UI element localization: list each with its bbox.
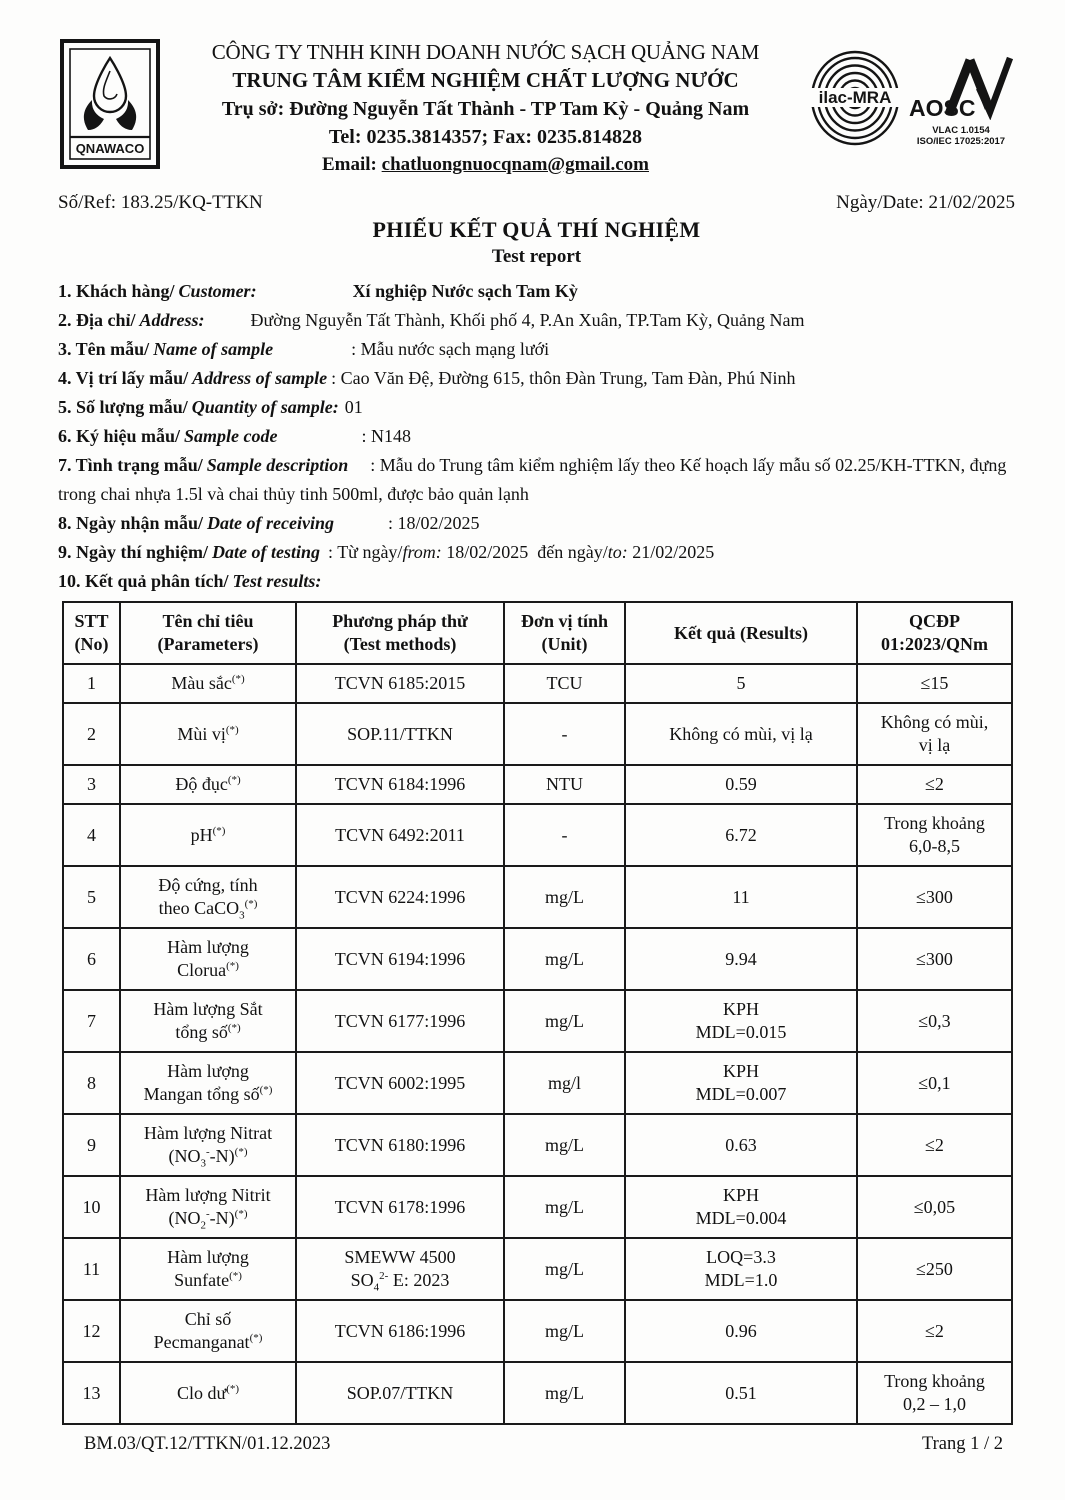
cell-parameter: Hàm lượng Clorua(*) — [120, 928, 296, 990]
cell-limit: Trong khoảng 0,2 – 1,0 — [857, 1362, 1012, 1424]
header-limit: QCĐP 01:2023/QNm — [857, 602, 1012, 664]
table-row — [63, 1176, 1012, 1238]
company-telfax: Tel: 0235.3814357; Fax: 0235.814828 — [328, 126, 643, 148]
table-row — [63, 703, 1012, 765]
cell-limit: ≤2 — [857, 1300, 1012, 1362]
field-value: : Từ ngày/from: 18/02/2025 đến ngày/to: 21/02/2025 — [328, 542, 715, 562]
form-code: BM.03/QT.12/TTKN/01.12.2023 — [84, 1434, 331, 1454]
vlac-code: VLAC 1.0154 — [932, 125, 990, 136]
cell-limit: ≤0,3 — [857, 990, 1012, 1052]
field-value: 01 — [344, 397, 363, 417]
cell-method: SOP.07/TTKN — [296, 1362, 504, 1424]
ref-value: 183.25/KQ-TTKN — [120, 192, 263, 213]
cell-method: TCVN 6492:2011 — [296, 804, 504, 866]
table-row — [63, 1238, 1012, 1300]
cell-parameter: Độ cứng, tính theo CaCO$_3$(*) — [120, 866, 296, 928]
cell-parameter: Hàm lượng Nitrit $(NO_2^--N)^{(*)}$ — [120, 1176, 296, 1238]
cell-limit: Trong khoảng 6,0-8,5 — [857, 804, 1012, 866]
report-title-vi: PHIẾU KẾT QUẢ THÍ NGHIỆM — [372, 217, 701, 242]
field-sample-description — [58, 451, 1015, 509]
cell-parameter: pH(*) — [120, 804, 296, 866]
cell-no: 8 — [63, 1052, 120, 1114]
field-label-vi: 6. Ký hiệu mẫu/ — [58, 426, 181, 446]
field-value: Xí nghiệp Nước sạch Tam Kỳ — [352, 281, 578, 301]
table-row — [63, 928, 1012, 990]
email-label: Email: — [322, 154, 377, 175]
cell-method: SOP.11/TTKN — [296, 703, 504, 765]
cell-result: 9.94 — [625, 928, 857, 990]
cell-parameter: Hàm lượng Sunfate(*) — [120, 1238, 296, 1300]
cell-parameter: Clo dư(*) — [120, 1362, 296, 1424]
field-label-en: Name of sample — [153, 339, 274, 359]
cell-result: 0.59 — [625, 765, 857, 804]
field-value: : Mẫu do Trung tâm kiểm nghiệm lấy theo Kế hoạch lấy mẫu số 02.25/KH-TTKN, đựng trong chai nhựa 1.5l và chai thủy tinh 500ml, được bảo quản lạnh — [58, 455, 1007, 504]
field-label-en: Date of testing — [212, 542, 321, 562]
cell-result: 6.72 — [625, 804, 857, 866]
results-table — [62, 601, 1013, 1425]
cell-unit: - — [504, 703, 625, 765]
field-sample-name — [58, 335, 1015, 364]
cell-limit: ≤250 — [857, 1238, 1012, 1300]
field-test-results — [58, 567, 1015, 596]
field-label-vi: 7. Tình trạng mẫu/ — [58, 455, 203, 475]
qnawaco-logo — [58, 38, 162, 175]
table-row — [63, 765, 1012, 804]
cell-parameter: Hàm lượng Sắt tổng số(*) — [120, 990, 296, 1052]
field-label-en: Test results: — [232, 571, 322, 591]
cell-limit: ≤0,05 — [857, 1176, 1012, 1238]
ref-date-row — [58, 192, 1015, 214]
field-label-vi: 8. Ngày nhận mẫu/ — [58, 513, 204, 533]
field-value: : Mẫu nước sạch mạng lưới — [351, 339, 550, 359]
cell-parameter: Mùi vị(*) — [120, 703, 296, 765]
field-label-vi: 10. Kết quả phân tích/ — [58, 571, 229, 591]
field-label-vi: 2. Địa chỉ/ — [58, 310, 136, 330]
date-label: Ngày/Date: — [836, 192, 924, 213]
field-sample-address — [58, 364, 1015, 393]
cell-method: TCVN 6224:1996 — [296, 866, 504, 928]
cell-no: 3 — [63, 765, 120, 804]
cell-no: 12 — [63, 1300, 120, 1362]
cell-method: TCVN 6180:1996 — [296, 1114, 504, 1176]
accreditation-logos — [809, 38, 1015, 147]
date-value: 21/02/2025 — [928, 192, 1015, 213]
cell-no: 13 — [63, 1362, 120, 1424]
cell-result: 0.63 — [625, 1114, 857, 1176]
cell-limit: ≤2 — [857, 1114, 1012, 1176]
table-row — [63, 664, 1012, 703]
cell-unit: mg/l — [504, 1052, 625, 1114]
table-row — [63, 1362, 1012, 1424]
field-label-en: Address of sample — [192, 368, 328, 388]
cell-unit: mg/L — [504, 1362, 625, 1424]
qnawaco-logo-icon — [58, 38, 162, 170]
iso-code: ISO/IEC 17025:2017 — [916, 136, 1006, 147]
field-value: Đường Nguyễn Tất Thành, Khối phố 4, P.An Xuân, TP.Tam Kỳ, Quảng Nam — [250, 310, 805, 330]
ilac-mra-icon — [809, 50, 901, 146]
aosc-logo — [909, 50, 1013, 147]
header-result: Kết quả (Results) — [625, 602, 857, 664]
field-value: : N148 — [361, 426, 412, 446]
field-date-receiving — [58, 509, 1015, 538]
cell-method: SMEWW 4500 $SO_4^{2-}$ E: 2023 — [296, 1238, 504, 1300]
cell-parameter: Hàm lượng Nitrat $(NO_3^--N)^{(*)}$ — [120, 1114, 296, 1176]
cell-result: KPH MDL=0.007 — [625, 1052, 857, 1114]
cell-method: TCVN 6186:1996 — [296, 1300, 504, 1362]
cell-method: TCVN 6185:2015 — [296, 664, 504, 703]
field-value: : Cao Văn Đệ, Đường 615, thôn Đàn Trung, Tam Đàn, Phú Ninh — [331, 368, 796, 388]
company-block — [162, 38, 809, 176]
table-row — [63, 1300, 1012, 1362]
cell-no: 1 — [63, 664, 120, 703]
cell-result: Không có mùi, vị lạ — [625, 703, 857, 765]
field-sample-code — [58, 422, 1015, 451]
cell-no: 10 — [63, 1176, 120, 1238]
cell-unit: mg/L — [504, 866, 625, 928]
company-email-line — [164, 154, 807, 176]
field-label-en: Customer: — [178, 281, 257, 301]
field-label-vi: 1. Khách hàng/ — [58, 281, 175, 301]
table-row — [63, 804, 1012, 866]
cell-parameter: Chỉ số Pecmanganat(*) — [120, 1300, 296, 1362]
cell-unit: mg/L — [504, 1114, 625, 1176]
cell-result: 0.96 — [625, 1300, 857, 1362]
document-header — [58, 38, 1015, 176]
sample-info — [58, 277, 1015, 596]
cell-limit: ≤15 — [857, 664, 1012, 703]
field-address — [58, 306, 1015, 335]
cell-method: TCVN 6178:1996 — [296, 1176, 504, 1238]
cell-result: KPH MDL=0.004 — [625, 1176, 857, 1238]
table-row — [63, 990, 1012, 1052]
center-name: TRUNG TÂM KIỂM NGHIỆM CHẤT LƯỢNG NƯỚC — [232, 68, 739, 92]
cell-unit: mg/L — [504, 1176, 625, 1238]
cell-unit: mg/L — [504, 1300, 625, 1362]
ref-number — [58, 192, 263, 214]
field-label-vi: 9. Ngày thí nghiệm/ — [58, 542, 209, 562]
cell-parameter: Độ đục(*) — [120, 765, 296, 804]
cell-method: TCVN 6194:1996 — [296, 928, 504, 990]
cell-method: TCVN 6002:1995 — [296, 1052, 504, 1114]
cell-unit: mg/L — [504, 1238, 625, 1300]
email-link[interactable]: chatluongnuocqnam@gmail.com — [381, 154, 649, 175]
header-parameter: Tên chỉ tiêu (Parameters) — [120, 602, 296, 664]
field-label-vi: 5. Số lượng mẫu/ — [58, 397, 188, 417]
cell-unit: NTU — [504, 765, 625, 804]
field-label-vi: 4. Vị trí lấy mẫu/ — [58, 368, 189, 388]
aosc-mountain-icon — [909, 50, 1013, 120]
cell-no: 5 — [63, 866, 120, 928]
header-method: Phương pháp thử (Test methods) — [296, 602, 504, 664]
table-row — [63, 1052, 1012, 1114]
page-footer — [58, 1434, 1015, 1455]
cell-no: 11 — [63, 1238, 120, 1300]
cell-unit: TCU — [504, 664, 625, 703]
cell-no: 4 — [63, 804, 120, 866]
report-date — [836, 192, 1015, 214]
cell-limit: ≤300 — [857, 928, 1012, 990]
field-label-vi: 3. Tên mẫu/ — [58, 339, 150, 359]
cell-unit: - — [504, 804, 625, 866]
cell-method: TCVN 6184:1996 — [296, 765, 504, 804]
page-number: Trang 1 / 2 — [921, 1434, 1003, 1454]
company-name: CÔNG TY TNHH KINH DOANH NƯỚC SẠCH QUẢNG NAM — [211, 40, 760, 64]
field-label-en: Sample code — [184, 426, 278, 446]
cell-unit: mg/L — [504, 990, 625, 1052]
table-header-row — [63, 602, 1012, 664]
cell-no: 6 — [63, 928, 120, 990]
cell-parameter: Màu sắc(*) — [120, 664, 296, 703]
ilac-mra-text: ilac-MRA — [818, 88, 892, 107]
cell-result: KPH MDL=0.015 — [625, 990, 857, 1052]
header-no: STT (No) — [63, 602, 120, 664]
cell-parameter: Hàm lượng Mangan tổng số(*) — [120, 1052, 296, 1114]
field-label-en: Sample description — [206, 455, 349, 475]
qnawaco-logo-text: QNAWACO — [75, 141, 145, 156]
cell-no: 7 — [63, 990, 120, 1052]
report-title-en: Test report — [491, 246, 582, 267]
field-date-testing — [58, 538, 1015, 567]
cell-unit: mg/L — [504, 928, 625, 990]
field-value: : 18/02/2025 — [388, 513, 480, 533]
aosc-text: AOSC — [909, 95, 976, 120]
field-quantity — [58, 393, 1015, 422]
table-row — [63, 866, 1012, 928]
header-unit: Đơn vị tính (Unit) — [504, 602, 625, 664]
cell-result: LOQ=3.3 MDL=1.0 — [625, 1238, 857, 1300]
cell-limit: ≤2 — [857, 765, 1012, 804]
field-label-en: Address: — [139, 310, 205, 330]
cell-limit: Không có mùi, vị lạ — [857, 703, 1012, 765]
cell-limit: ≤0,1 — [857, 1052, 1012, 1114]
field-customer — [58, 277, 1015, 306]
cell-result: 5 — [625, 664, 857, 703]
ref-label: Số/Ref: — [58, 192, 117, 213]
company-address: Trụ sở: Đường Nguyễn Tất Thành - TP Tam Kỳ - Quảng Nam — [221, 98, 750, 120]
cell-method: TCVN 6177:1996 — [296, 990, 504, 1052]
cell-result: 0.51 — [625, 1362, 857, 1424]
field-label-en: Date of receiving — [207, 513, 335, 533]
cell-limit: ≤300 — [857, 866, 1012, 928]
cell-no: 2 — [63, 703, 120, 765]
cell-result: 11 — [625, 866, 857, 928]
field-label-en: Quantity of sample: — [191, 397, 339, 417]
table-row — [63, 1114, 1012, 1176]
cell-no: 9 — [63, 1114, 120, 1176]
